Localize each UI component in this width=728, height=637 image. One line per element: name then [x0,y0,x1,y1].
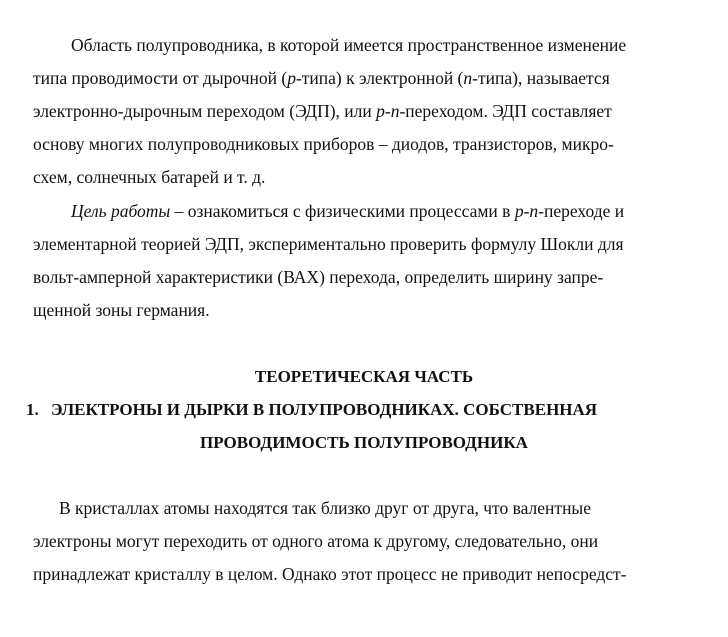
heading-line-2: ПРОВОДИМОСТЬ ПОЛУПРОВОДНИКА [200,433,528,452]
p2-line-1: Цель работы – ознакомиться с физическими процессами в p-n-переходе и [71,201,625,221]
p3-line-1: В кристаллах атомы находятся так близко друг от друга, что валентные [59,498,591,518]
italic-term: p [287,68,296,88]
p1-line-5: схем, солнечных батарей и т. д. [33,167,266,187]
italic-term: Цель работы [71,201,171,221]
p1-line-4: основу многих полупроводниковых приборов – диодов, транзисторов, микро- [33,134,614,154]
section-title: ТЕОРЕТИЧЕСКАЯ ЧАСТЬ [254,367,474,386]
p1-line-2: типа проводимости от дырочной (p-типа) к электронной (n-типа), называется [33,68,610,88]
p2-line-4: щенной зоны германия. [33,300,210,320]
p2-line-3: вольт-амперной характеристики (ВАХ) перехода, определить ширину запре- [33,267,604,287]
heading-line-1: ЭЛЕКТРОНЫ И ДЫРКИ В ПОЛУПРОВОДНИКАХ. СОБСТВЕННАЯ [51,400,598,419]
heading-number: 1. [26,400,39,419]
p1-line-1: Область полупроводника, в которой имеется пространственное изменение [71,35,627,55]
p2-line-2: элементарной теорией ЭДП, экспериментально проверить формулу Шокли для [33,234,624,254]
p3-line-2: электроны могут переходить от одного атома к другому, следовательно, они [33,531,599,551]
italic-term: p-n [376,101,400,121]
italic-term: p-n [514,201,539,221]
p1-line-3: электронно-дырочным переходом (ЭДП), или p-n-переходом. ЭДП составляет [33,101,612,121]
p3-line-3: принадлежат кристаллу в целом. Однако этот процесс не приводит непосредст- [33,564,627,584]
italic-term: n [463,68,473,88]
